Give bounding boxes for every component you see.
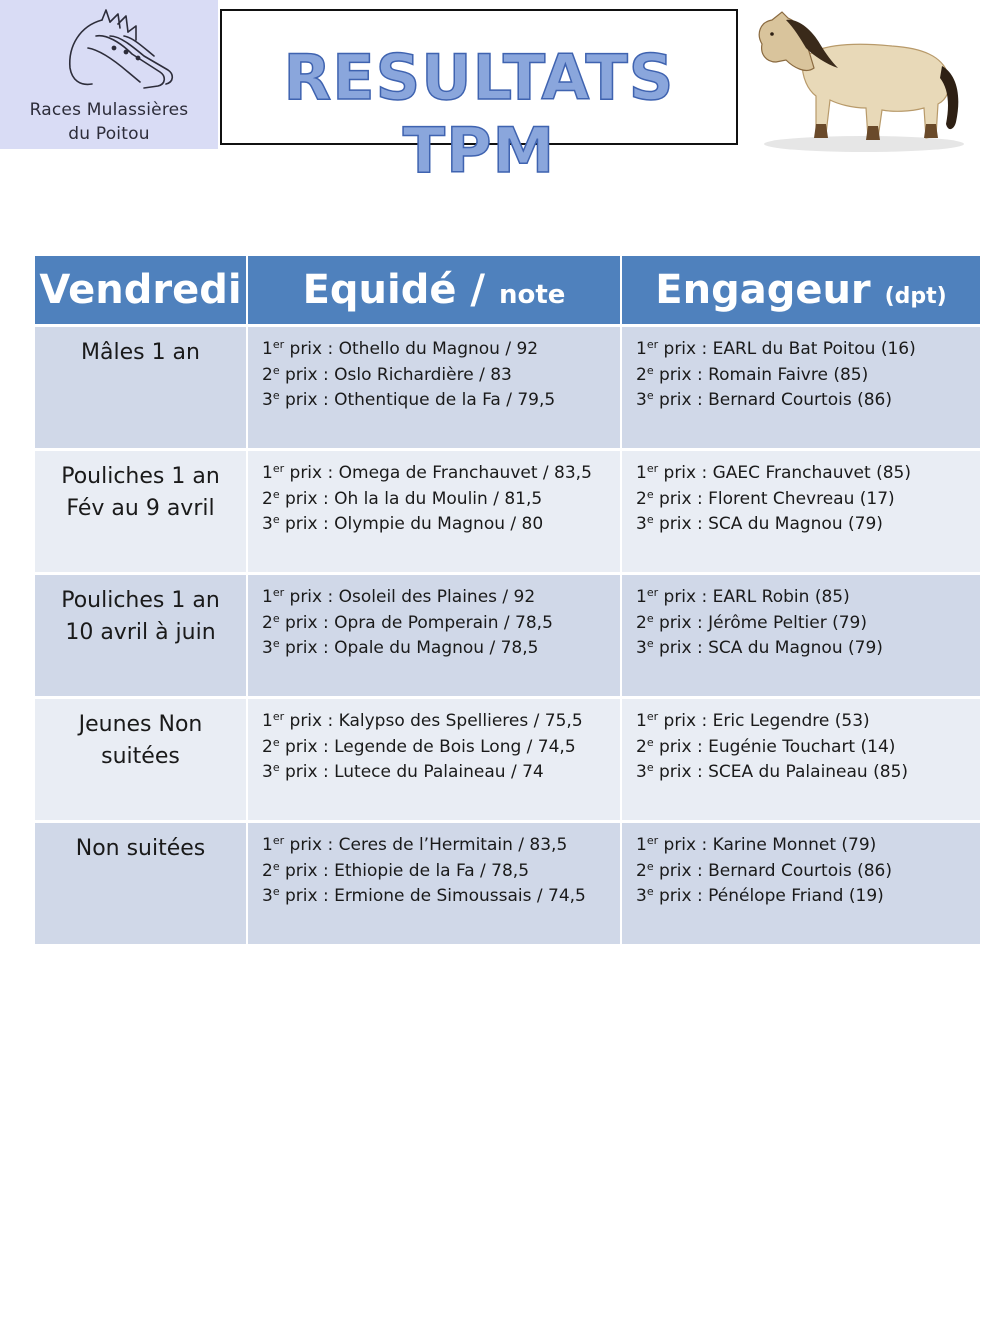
equide-prize-line	[262, 859, 620, 885]
prize-rank: 2	[262, 488, 273, 509]
prize-rank-suffix: e	[272, 487, 280, 501]
prize-rank: 3	[262, 390, 273, 410]
prize-rank-suffix: er	[272, 834, 285, 847]
prize-rank-suffix: e	[646, 637, 654, 650]
header-day-label: Vendredi	[39, 267, 242, 313]
prize-rank-suffix: e	[272, 859, 280, 873]
prize-rank: 1	[636, 339, 647, 359]
prize-rank: 1	[636, 463, 647, 483]
category-cell	[35, 822, 247, 946]
prize-rank-suffix: e	[272, 513, 280, 526]
equide-prize-line	[262, 585, 620, 611]
prize-rank-suffix: er	[646, 338, 659, 351]
table-header-row	[35, 256, 980, 326]
engageur-prize-line	[636, 833, 980, 859]
table-row	[35, 326, 980, 450]
equide-cell	[247, 822, 621, 946]
prize-rank: 1	[262, 587, 273, 607]
engageur-cell	[621, 574, 980, 698]
engageur-prize-line	[636, 636, 980, 662]
engageur-prize-line	[636, 735, 980, 761]
prize-text: prix : Omega de Franchauvet / 83,5	[284, 463, 592, 483]
prize-text: prix : Opale du Magnou / 78,5	[279, 638, 539, 658]
prize-text: prix : Kalypso des Spellieres / 75,5	[284, 711, 583, 731]
header-equide-note-label: note	[498, 280, 566, 310]
category-line1: Non suitées	[75, 836, 206, 861]
engageur-prize-line	[636, 585, 980, 611]
prize-rank-suffix: er	[646, 462, 659, 475]
prize-rank: 3	[262, 514, 273, 534]
prize-rank-suffix: e	[272, 363, 280, 377]
category-line2: 10 avril à juin	[65, 620, 216, 645]
prize-rank-suffix: e	[646, 885, 654, 898]
prize-rank: 3	[636, 638, 647, 658]
equide-prize-line	[262, 636, 620, 662]
prize-text: prix : Ceres de l’Hermitain / 83,5	[284, 835, 568, 855]
equide-prize-line	[262, 512, 620, 538]
equide-prize-line	[262, 461, 620, 487]
prize-rank: 3	[636, 762, 647, 782]
prize-rank-suffix: e	[272, 761, 280, 774]
equide-prize-line	[262, 884, 620, 910]
prize-rank: 1	[262, 835, 273, 855]
table-row	[35, 698, 980, 822]
category-line1: Jeunes Non	[78, 712, 203, 737]
engageur-cell	[621, 326, 980, 450]
prize-rank-suffix: er	[646, 586, 659, 599]
prize-rank: 2	[636, 860, 647, 881]
prize-rank-suffix: e	[646, 761, 654, 774]
prize-text: prix : Bernard Courtois (86)	[653, 390, 892, 410]
horse-illustration	[742, 4, 982, 156]
header-equide	[247, 256, 621, 326]
equide-cell	[247, 698, 621, 822]
prize-rank: 1	[262, 463, 273, 483]
prize-rank: 3	[636, 514, 647, 534]
prize-rank-suffix: e	[646, 513, 654, 526]
prize-text: prix : Eric Legendre (53)	[658, 711, 870, 731]
prize-rank: 2	[636, 612, 647, 633]
prize-rank: 2	[262, 364, 273, 385]
page-title: RESULTATS TPM	[283, 41, 675, 187]
prize-rank-suffix: e	[646, 389, 654, 402]
category-cell	[35, 326, 247, 450]
equide-prize-line	[262, 363, 620, 389]
category-cell	[35, 698, 247, 822]
engageur-prize-line	[636, 388, 980, 414]
table-row	[35, 822, 980, 946]
prize-rank-suffix: er	[272, 462, 285, 475]
prize-text: prix : Bernard Courtois (86)	[653, 860, 892, 881]
prize-rank-suffix: e	[646, 487, 654, 501]
prize-rank: 2	[636, 364, 647, 385]
prize-rank: 1	[636, 711, 647, 731]
category-line2: Fév au 9 avril	[66, 496, 215, 521]
header-engageur-dpt-label: (dpt)	[884, 284, 947, 309]
prize-rank-suffix: e	[272, 611, 280, 625]
header-equide-label: Equidé /	[302, 267, 486, 313]
prize-text: prix : Osoleil des Plaines / 92	[284, 587, 536, 607]
prize-text: prix : EARL Robin (85)	[658, 587, 850, 607]
header-day	[35, 256, 247, 326]
prize-text: prix : SCA du Magnou (79)	[653, 638, 883, 658]
prize-text: prix : Florent Chevreau (17)	[653, 488, 895, 509]
engageur-prize-line	[636, 337, 980, 363]
prize-text: prix : Karine Monnet (79)	[658, 835, 877, 855]
prize-text: prix : Othentique de la Fa / 79,5	[279, 390, 556, 410]
engageur-prize-line	[636, 709, 980, 735]
donkey-heads-logo-icon	[40, 6, 180, 96]
engageur-prize-line	[636, 760, 980, 786]
engageur-cell	[621, 698, 980, 822]
prize-text: prix : Oh la la du Moulin / 81,5	[279, 488, 543, 509]
prize-rank-suffix: e	[646, 363, 654, 377]
category-cell	[35, 450, 247, 574]
logo-text-line2: du Poitou	[68, 124, 150, 144]
prize-rank-suffix: e	[272, 637, 280, 650]
header-engageur	[621, 256, 980, 326]
equide-prize-line	[262, 337, 620, 363]
equide-cell	[247, 574, 621, 698]
prize-rank: 2	[262, 612, 273, 633]
prize-text: prix : Jérôme Peltier (79)	[653, 612, 867, 633]
prize-text: prix : Ermione de Simoussais / 74,5	[279, 886, 586, 906]
prize-rank-suffix: e	[272, 735, 280, 749]
prize-text: prix : Pénélope Friand (19)	[653, 886, 884, 906]
prize-rank-suffix: e	[646, 735, 654, 749]
prize-text: prix : Eugénie Touchart (14)	[653, 736, 896, 757]
category-cell	[35, 574, 247, 698]
prize-rank: 3	[636, 886, 647, 906]
prize-text: prix : Legende de Bois Long / 74,5	[279, 736, 576, 757]
engageur-prize-line	[636, 487, 980, 513]
prize-rank: 3	[636, 390, 647, 410]
category-line1: Pouliches 1 an	[61, 464, 220, 489]
prize-rank-suffix: er	[646, 710, 659, 723]
prize-text: prix : Ethiopie de la Fa / 78,5	[279, 860, 530, 881]
equide-prize-line	[262, 735, 620, 761]
prize-rank: 3	[262, 886, 273, 906]
prize-rank: 2	[262, 860, 273, 881]
equide-prize-line	[262, 833, 620, 859]
prize-rank: 1	[636, 835, 647, 855]
equide-prize-line	[262, 760, 620, 786]
prize-rank: 3	[262, 638, 273, 658]
prize-rank-suffix: er	[646, 834, 659, 847]
prize-rank: 2	[636, 488, 647, 509]
category-line1: Pouliches 1 an	[61, 588, 220, 613]
engageur-prize-line	[636, 859, 980, 885]
results-table	[35, 256, 980, 947]
prize-rank: 1	[262, 339, 273, 359]
equide-cell	[247, 450, 621, 574]
engageur-prize-line	[636, 512, 980, 538]
prize-text: prix : Lutece du Palaineau / 74	[279, 762, 544, 782]
prize-text: prix : Romain Faivre (85)	[653, 364, 869, 385]
prize-rank-suffix: e	[646, 859, 654, 873]
engageur-prize-line	[636, 611, 980, 637]
prize-rank-suffix: e	[646, 611, 654, 625]
prize-rank-suffix: er	[272, 710, 285, 723]
equide-prize-line	[262, 487, 620, 513]
equide-prize-line	[262, 388, 620, 414]
title-box	[220, 9, 738, 187]
prize-rank-suffix: er	[272, 338, 285, 351]
prize-text: prix : GAEC Franchauvet (85)	[658, 463, 911, 483]
prize-rank-suffix: e	[272, 885, 280, 898]
table-row	[35, 450, 980, 574]
association-logo	[0, 0, 218, 149]
equide-prize-line	[262, 611, 620, 637]
header-engageur-label: Engageur	[655, 267, 871, 313]
equide-prize-line	[262, 709, 620, 735]
logo-text-line1: Races Mulassières	[29, 100, 189, 120]
prize-text: prix : Olympie du Magnou / 80	[279, 514, 544, 534]
equide-cell	[247, 326, 621, 450]
engageur-cell	[621, 450, 980, 574]
prize-rank: 1	[636, 587, 647, 607]
prize-rank-suffix: e	[272, 389, 280, 402]
prize-text: prix : EARL du Bat Poitou (16)	[658, 339, 916, 359]
engageur-prize-line	[636, 884, 980, 910]
category-line1: Mâles 1 an	[81, 340, 200, 365]
prize-text: prix : Opra de Pomperain / 78,5	[279, 612, 553, 633]
prize-rank: 2	[636, 736, 647, 757]
prize-text: prix : SCEA du Palaineau (85)	[653, 762, 909, 782]
prize-rank: 3	[262, 762, 273, 782]
category-line2: suitées	[101, 744, 180, 769]
prize-text: prix : Othello du Magnou / 92	[284, 339, 539, 359]
prize-rank: 1	[262, 711, 273, 731]
table-row	[35, 574, 980, 698]
prize-text: prix : Oslo Richardière / 83	[279, 364, 512, 385]
engageur-cell	[621, 822, 980, 946]
prize-rank: 2	[262, 736, 273, 757]
engageur-prize-line	[636, 461, 980, 487]
prize-text: prix : SCA du Magnou (79)	[653, 514, 883, 534]
engageur-prize-line	[636, 363, 980, 389]
prize-rank-suffix: er	[272, 586, 285, 599]
